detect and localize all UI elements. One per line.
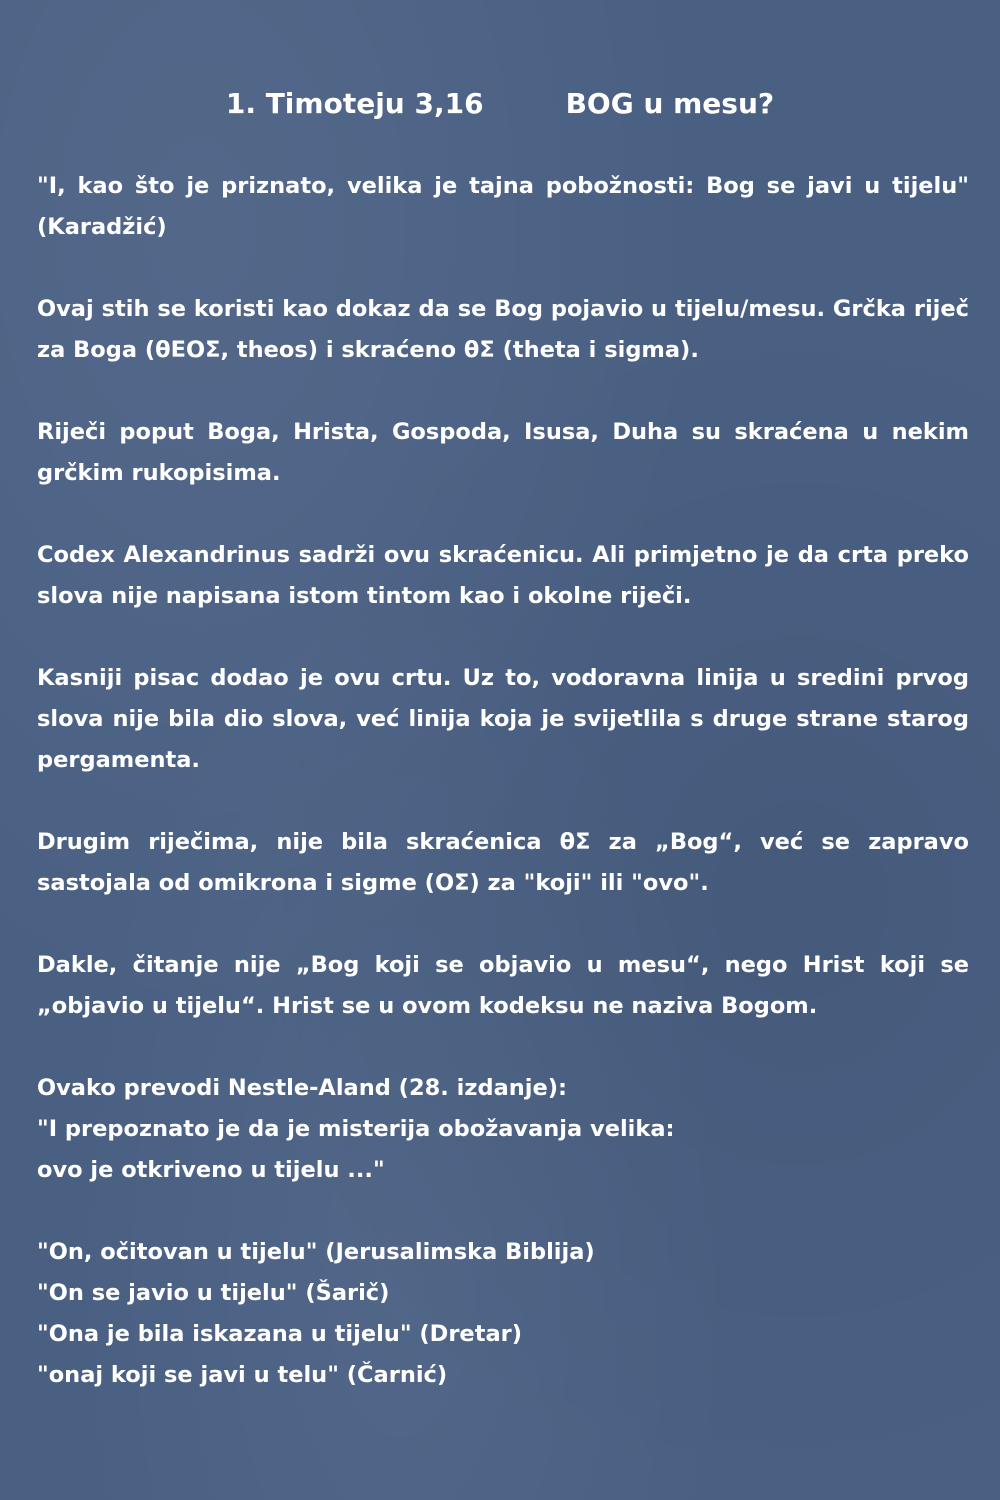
paragraph-reading: Dakle, čitanje nije „Bog koji se objavio u mesu“, nego Hrist koji se „objavio u tijelu“. Hrist se u ovom kodeksu ne naziva Bogom. (37, 952, 969, 1019)
paragraph-later-writer: Kasniji pisac dodao je ovu crtu. Uz to, vodoravna linija u sredini prvog slova nije bila dio slova, već linija koja je svijetlila s druge strane starog pergamenta. (37, 665, 969, 773)
translations-list (37, 1232, 969, 1396)
paragraph-abbreviations: Riječi poput Boga, Hrista, Gospoda, Isusa, Duha su skraćena u nekim grčkim rukopisima. (37, 419, 969, 486)
title-reference: 1. Timoteju 3,16 (225, 87, 484, 120)
translation-dretar: "Ona je bila iskazana u tijelu" (Dretar) (37, 1321, 523, 1347)
page-title (0, 86, 1000, 122)
paragraph-omicron-sigma: Drugim riječima, nije bila skraćenica θΣ za „Bog“, već se zapravo sastojala od omikrona i sigme (ΟΣ) za "koji" ili "ovo". (37, 829, 969, 896)
translation-saric: "On se javio u tijelu" (Šarič) (37, 1280, 390, 1306)
nestle-aland-intro: Ovako prevodi Nestle-Aland (28. izdanje): (37, 1075, 568, 1101)
paragraph-karadzic-quote: "I, kao što je priznato, velika je tajna pobožnosti: Bog se javi u tijelu" (Karadžić) (37, 173, 969, 240)
paragraph-verse-usage: Ovaj stih se koristi kao dokaz da se Bog pojavio u tijelu/mesu. Grčka riječ za Boga (θΕΟΣ, theos) i skraćeno θΣ (theta i sigma). (37, 296, 969, 363)
nestle-aland-quote-line-2: ovo je otkriveno u tijelu ..." (37, 1157, 385, 1183)
translation-jerusalimska: "On, očitovan u tijelu" (Jerusalimska Biblija) (37, 1239, 595, 1265)
paragraph-codex-alexandrinus: Codex Alexandrinus sadrži ovu skraćenicu. Ali primjetno je da crta preko slova nije napisana istom tintom kao i okolne riječi. (37, 542, 969, 609)
nestle-aland-block (37, 1068, 969, 1191)
document-body (37, 166, 969, 1437)
nestle-aland-quote-line-1: "I prepoznato je da je misterija obožavanja velika: (37, 1116, 675, 1142)
title-question: BOG u mesu? (565, 87, 775, 120)
translation-carnic: "onaj koji se javi u telu" (Čarnić) (37, 1362, 448, 1388)
